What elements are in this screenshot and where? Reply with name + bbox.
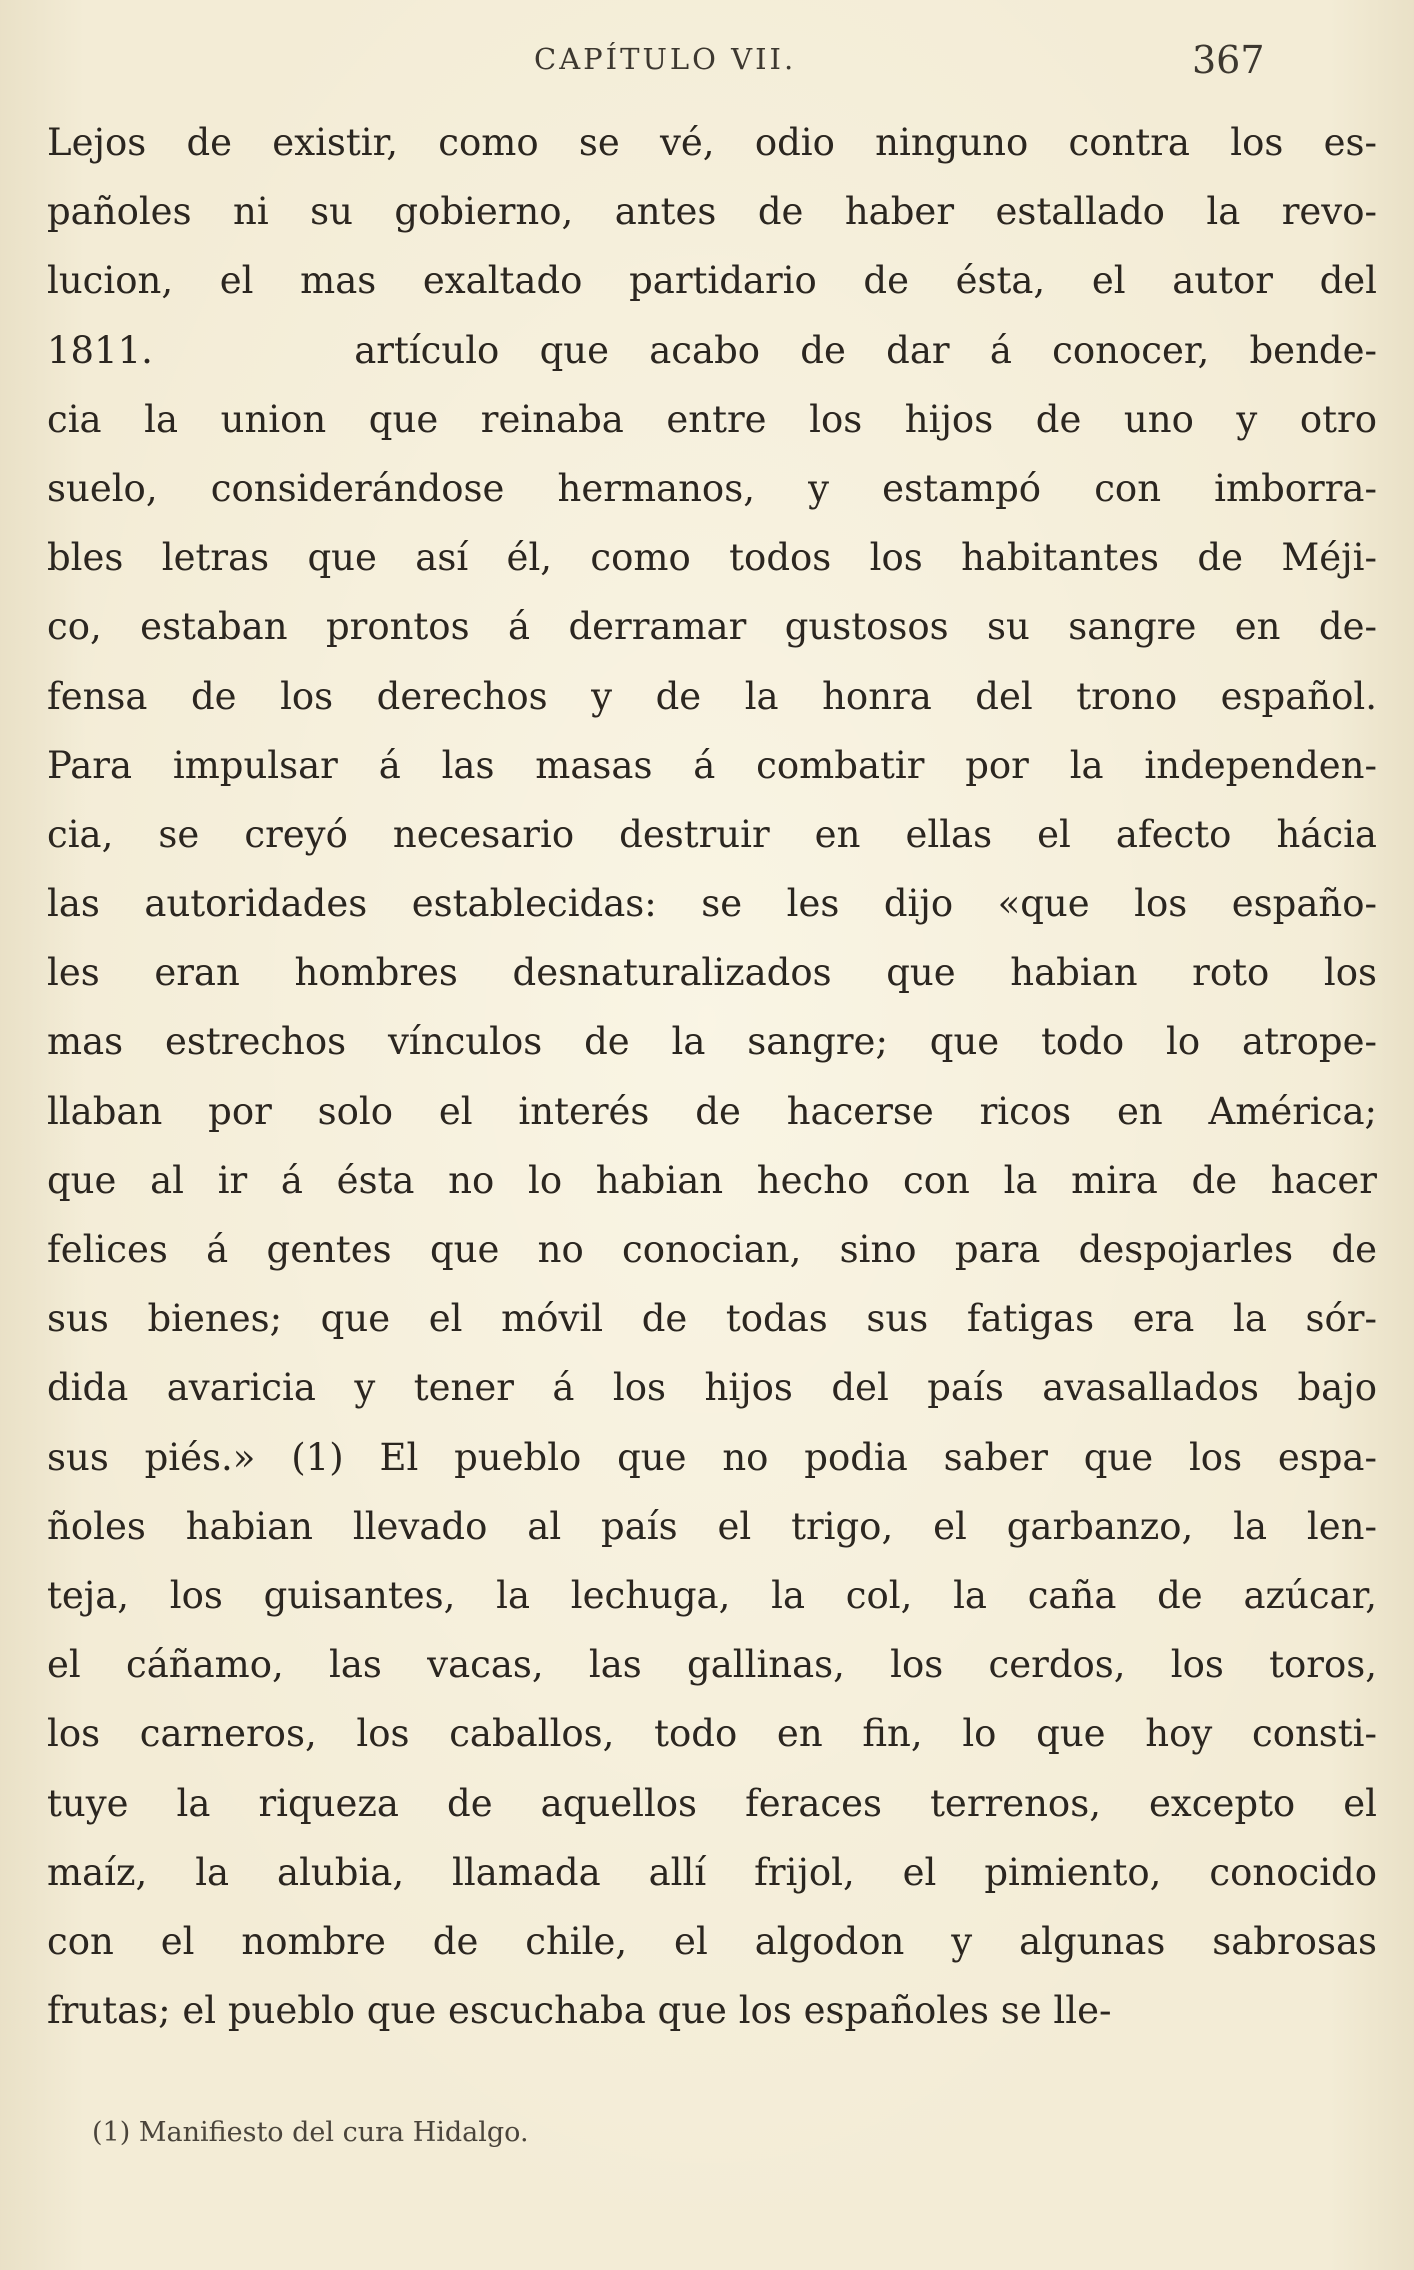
text-line: maíz, la alubia, llamada allí frijol, el pimiento, conocido <box>47 1850 1377 1894</box>
text-line: los carneros, los caballos, todo en fin, lo que hoy consti- <box>47 1712 1377 1756</box>
chapter-title: CAPÍTULO VII. <box>534 42 797 76</box>
text-line: fensa de los derechos y de la honra del trono español. <box>47 674 1377 718</box>
text-line: bles letras que así él, como todos los habitantes de Méji- <box>47 536 1377 580</box>
text-line: Lejos de existir, como se vé, odio ninguno contra los es- <box>47 121 1377 164</box>
text-line: llaban por solo el interés de hacerse ricos en América; <box>47 1089 1377 1133</box>
text-line: teja, los guisantes, la lechuga, la col, la caña de azúcar, <box>47 1573 1377 1617</box>
text-line: sus bienes; que el móvil de todas sus fatigas era la sór- <box>47 1297 1377 1341</box>
page-number: 367 <box>1192 38 1265 82</box>
text-line: sus piés.» (1) El pueblo que no podia saber que los espa- <box>47 1435 1377 1479</box>
text-line: pañoles ni su gobierno, antes de haber estallado la revo- <box>47 190 1377 234</box>
text-line: frutas; el pueblo que escuchaba que los españoles se lle- <box>47 1989 1112 2033</box>
running-head <box>0 38 1414 88</box>
text-line: cia la union que reinaba entre los hijos de uno y otro <box>47 397 1377 441</box>
text-line: ñoles habian llevado al país el trigo, el garbanzo, la len- <box>47 1504 1377 1548</box>
text-line: felices á gentes que no conocian, sino para despojarles de <box>47 1228 1377 1271</box>
text-line: les eran hombres desnaturalizados que habian roto los <box>47 951 1377 995</box>
text-line: el cáñamo, las vacas, las gallinas, los cerdos, los toros, <box>47 1643 1377 1687</box>
text-line: dida avaricia y tener á los hijos del país avasallados bajo <box>47 1366 1377 1410</box>
text-line: mas estrechos vínculos de la sangre; que todo lo atrope- <box>47 1020 1377 1064</box>
text-line: lucion, el mas exaltado partidario de ésta, el autor del <box>47 259 1377 303</box>
text-line: con el nombre de chile, el algodon y algunas sabrosas <box>47 1919 1377 1963</box>
body-text <box>47 108 1377 2045</box>
text-line: que al ir á ésta no lo habian hecho con la mira de hacer <box>47 1158 1377 1202</box>
text-line: suelo, considerándose hermanos, y estampó con imborra- <box>47 466 1377 510</box>
text-line: las autoridades establecidas: se les dijo «que los españo- <box>47 882 1377 926</box>
text-line: tuye la riqueza de aquellos feraces terrenos, excepto el <box>47 1781 1377 1825</box>
text-line: 1811. artículo que acabo de dar á conocer, bende- <box>47 328 1377 372</box>
footnote: (1) Manifiesto del cura Hidalgo. <box>92 2117 529 2148</box>
text-line: co, estaban prontos á derramar gustosos su sangre en de- <box>47 605 1377 649</box>
text-line: cia, se creyó necesario destruir en ellas el afecto hácia <box>47 812 1377 856</box>
text-line: Para impulsar á las masas á combatir por la independen- <box>47 743 1377 787</box>
